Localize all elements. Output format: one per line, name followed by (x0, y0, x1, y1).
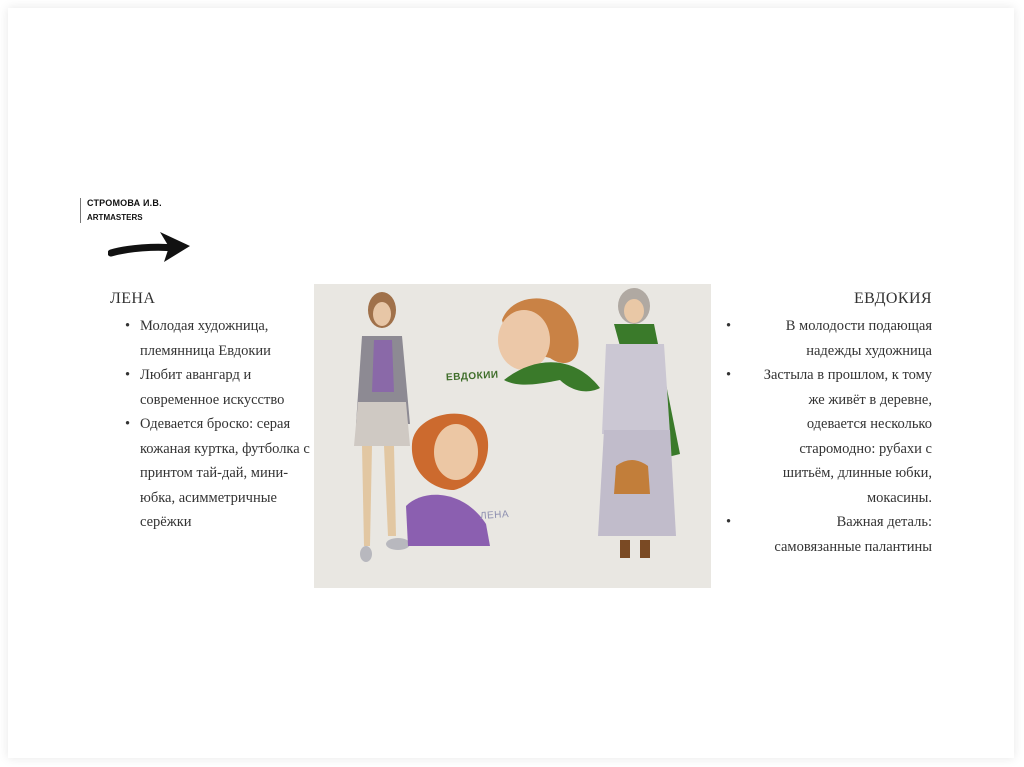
evdokia-name: ЕВДОКИЯ (853, 290, 932, 307)
character-sketch-image (314, 284, 711, 588)
list-item: • Важная деталь: самовязанные палантины (718, 510, 932, 559)
lena-column (110, 290, 310, 535)
right-arrow-icon (108, 226, 194, 268)
evdokia-column (718, 290, 932, 559)
brand-subtitle: ARTMASTERS (87, 213, 143, 222)
list-item: • Застыла в прошлом, к тому же живёт в деревне, одевается несколько старомодно: рубахи с шитьём, длинные юбки, мокасины. (718, 363, 932, 510)
evdokia-bullets (718, 314, 932, 559)
lena-name: ЛЕНА (110, 290, 156, 307)
lena-bullets (110, 314, 310, 535)
list-item: • Одевается броско: серая кожаная куртка, футболка с принтом тай-дай, мини-юбка, асимметричные серёжки (110, 412, 310, 535)
brand-author: СТРОМОВА И.В. (87, 198, 162, 208)
list-item: • Любит авангард и современное искусство (110, 363, 310, 412)
artwork-label-evdokii: ЕВДОКИИ (445, 369, 499, 384)
list-item: • Молодая художница, племянница Евдокии (110, 314, 310, 363)
artwork-label-lena: ЛЕНА (479, 508, 510, 523)
brand-block (80, 198, 162, 223)
list-item: • В молодости подающая надежды художница (718, 314, 932, 363)
